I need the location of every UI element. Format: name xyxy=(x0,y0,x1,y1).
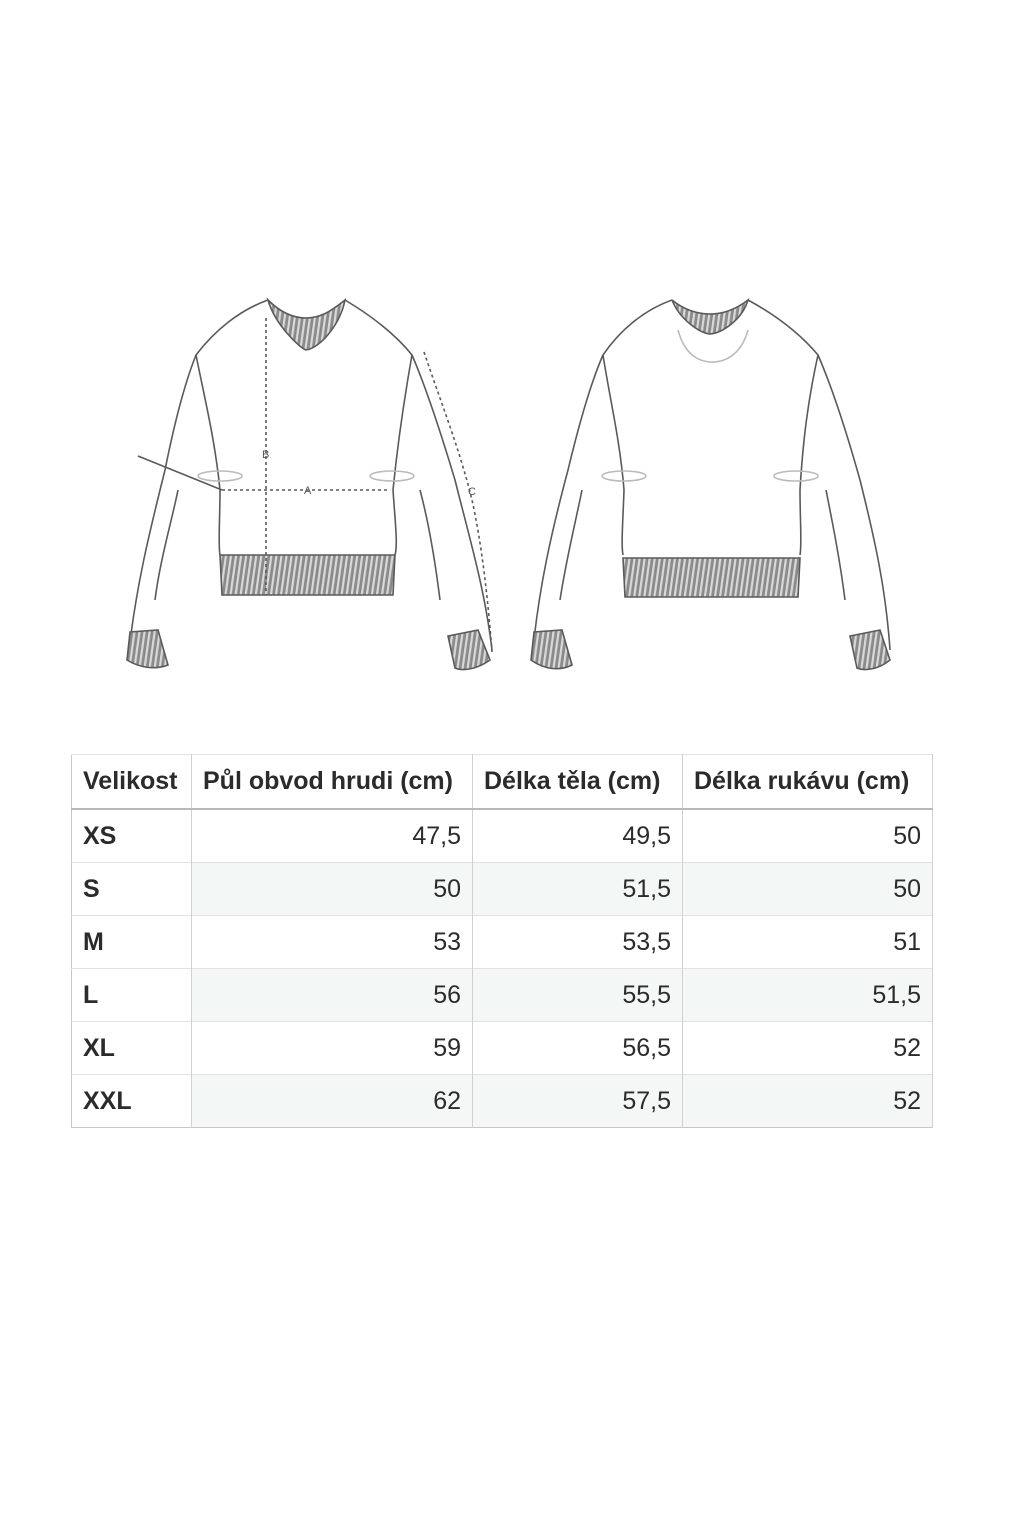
size-cell: L xyxy=(72,969,192,1022)
sleeve-length-cell: 52 xyxy=(683,1075,933,1128)
front-hem-band xyxy=(220,555,395,595)
table-row xyxy=(72,1022,933,1075)
size-table xyxy=(71,754,933,1128)
sleeve-length-cell: 50 xyxy=(683,863,933,916)
measure-c-line xyxy=(424,352,492,652)
front-right-cuff xyxy=(448,630,490,669)
measure-c-label: C xyxy=(468,486,476,498)
table-row xyxy=(72,863,933,916)
table-header-row xyxy=(72,755,933,810)
sleeve-length-cell: 51,5 xyxy=(683,969,933,1022)
body-length-cell: 55,5 xyxy=(473,969,683,1022)
header-body-length: Délka těla (cm) xyxy=(473,755,683,810)
body-length-cell: 51,5 xyxy=(473,863,683,916)
size-cell: S xyxy=(72,863,192,916)
table-row xyxy=(72,969,933,1022)
front-body-outline xyxy=(128,300,492,660)
size-cell: M xyxy=(72,916,192,969)
back-right-armhole-mark xyxy=(774,471,818,481)
back-view xyxy=(531,300,890,669)
header-sleeve-length: Délka rukávu (cm) xyxy=(683,755,933,810)
size-chart xyxy=(71,754,932,1128)
body-length-cell: 49,5 xyxy=(473,809,683,863)
table-row xyxy=(72,916,933,969)
back-left-armhole-mark xyxy=(602,471,646,481)
measure-pointer xyxy=(138,456,222,490)
table-row xyxy=(72,1075,933,1128)
half-chest-cell: 47,5 xyxy=(192,809,473,863)
half-chest-cell: 62 xyxy=(192,1075,473,1128)
table-row xyxy=(72,809,933,863)
sleeve-length-cell: 51 xyxy=(683,916,933,969)
sleeve-length-cell: 50 xyxy=(683,809,933,863)
half-chest-cell: 59 xyxy=(192,1022,473,1075)
sleeve-length-cell: 52 xyxy=(683,1022,933,1075)
size-cell: XS xyxy=(72,809,192,863)
measure-b-label: B xyxy=(262,449,270,461)
front-left-cuff xyxy=(127,630,168,668)
front-right-armhole-mark xyxy=(370,471,414,481)
back-right-cuff xyxy=(850,630,890,669)
header-size: Velikost xyxy=(72,755,192,810)
back-hem-band xyxy=(623,558,800,597)
body-length-cell: 56,5 xyxy=(473,1022,683,1075)
back-body-outline xyxy=(532,300,890,660)
sweater-diagram xyxy=(0,0,1024,720)
half-chest-cell: 56 xyxy=(192,969,473,1022)
body-length-cell: 57,5 xyxy=(473,1075,683,1128)
half-chest-cell: 50 xyxy=(192,863,473,916)
back-left-cuff xyxy=(531,630,572,669)
half-chest-cell: 53 xyxy=(192,916,473,969)
front-collar xyxy=(268,300,345,350)
size-cell: XXL xyxy=(72,1075,192,1128)
body-length-cell: 53,5 xyxy=(473,916,683,969)
back-collar xyxy=(672,300,748,334)
size-cell: XL xyxy=(72,1022,192,1075)
front-left-armhole-mark xyxy=(198,471,242,481)
header-half-chest: Půl obvod hrudi (cm) xyxy=(192,755,473,810)
back-neck-curve xyxy=(678,330,748,362)
measure-a-label: A xyxy=(304,485,312,497)
